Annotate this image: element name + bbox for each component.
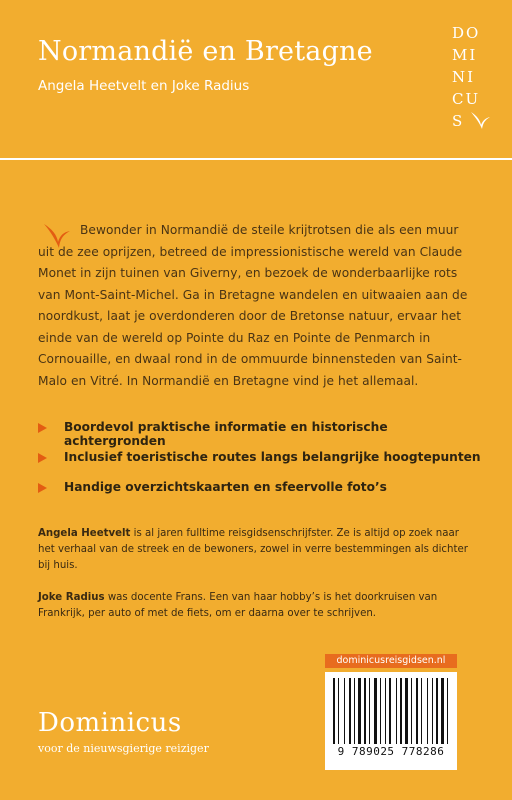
barcode-bars [333, 678, 449, 744]
feature-text: Boordevol praktische informatie en historische achtergronden [64, 420, 388, 448]
book-authors: Angela Heetvelt en Joke Radius [38, 78, 250, 94]
website-label: dominicusreisgidsen.nl [325, 654, 457, 668]
logo-letters-4: CU [452, 90, 481, 108]
author-name: Joke Radius [38, 592, 105, 603]
header-divider [0, 158, 512, 160]
publisher-name: Dominicus [38, 708, 182, 738]
isbn-barcode [325, 672, 457, 770]
triangle-bullet-icon [38, 423, 47, 433]
author-bio-text: was docente Frans. Een van haar hobby’s is het doorkruisen van Frankrijk, per auto of met de fiets, om er daarna over te schrijven. [38, 592, 438, 619]
feature-item [38, 480, 488, 510]
swallow-icon [469, 110, 491, 130]
author-bio [38, 526, 478, 574]
author-bio-text: is al jaren fulltime reisgidsenschrijfster. Ze is altijd op zoek naar het verhaal van de streek en de bewoners, zowel in verre bestemmingen als dichter bij huis. [38, 528, 468, 571]
intro-paragraph: Bewonder in Normandië de steile krijtrotsen die als een muur uit de zee oprijzen, betreed de impressionistische wereld van Claude Monet in zijn tuinen van Giverny, en bezoek de wonderbaarlijke rots van Mont-Saint-Michel. Ga in Bretagne wandelen en uitwaaien aan de noordkust, laat je overdonderen door de Bretonse natuur, ervaar het einde van de wereld op Pointe du Raz en Pointe de Penmarch in Cornouaille, en dwaal rond in de ommuurde binnensteden van Saint-Malo en Vitré. In Normandië en Bretagne vind je het allemaal. [38, 223, 468, 388]
feature-item [38, 450, 488, 480]
feature-text: Inclusief toeristische routes langs belangrijke hoogtepunten [64, 450, 481, 464]
feature-list [38, 420, 488, 510]
logo-letters-3: NI [452, 68, 476, 86]
logo-letters-5: S [452, 112, 465, 130]
cover-header [0, 0, 512, 160]
logo-letters-2: MI [452, 46, 478, 64]
author-name: Angela Heetvelt [38, 528, 131, 539]
triangle-bullet-icon [38, 483, 47, 493]
feature-text: Handige overzichtskaarten en sfeervolle foto’s [64, 480, 387, 494]
triangle-bullet-icon [38, 453, 47, 463]
feature-item [38, 420, 488, 450]
book-title: Normandië en Bretagne [38, 36, 373, 67]
publisher-tagline: voor de nieuwsgierige reiziger [38, 742, 209, 755]
author-bio [38, 590, 478, 622]
logo-letters-1: DO [452, 24, 481, 42]
barcode-digits: 9 789025 778286 [337, 745, 445, 758]
